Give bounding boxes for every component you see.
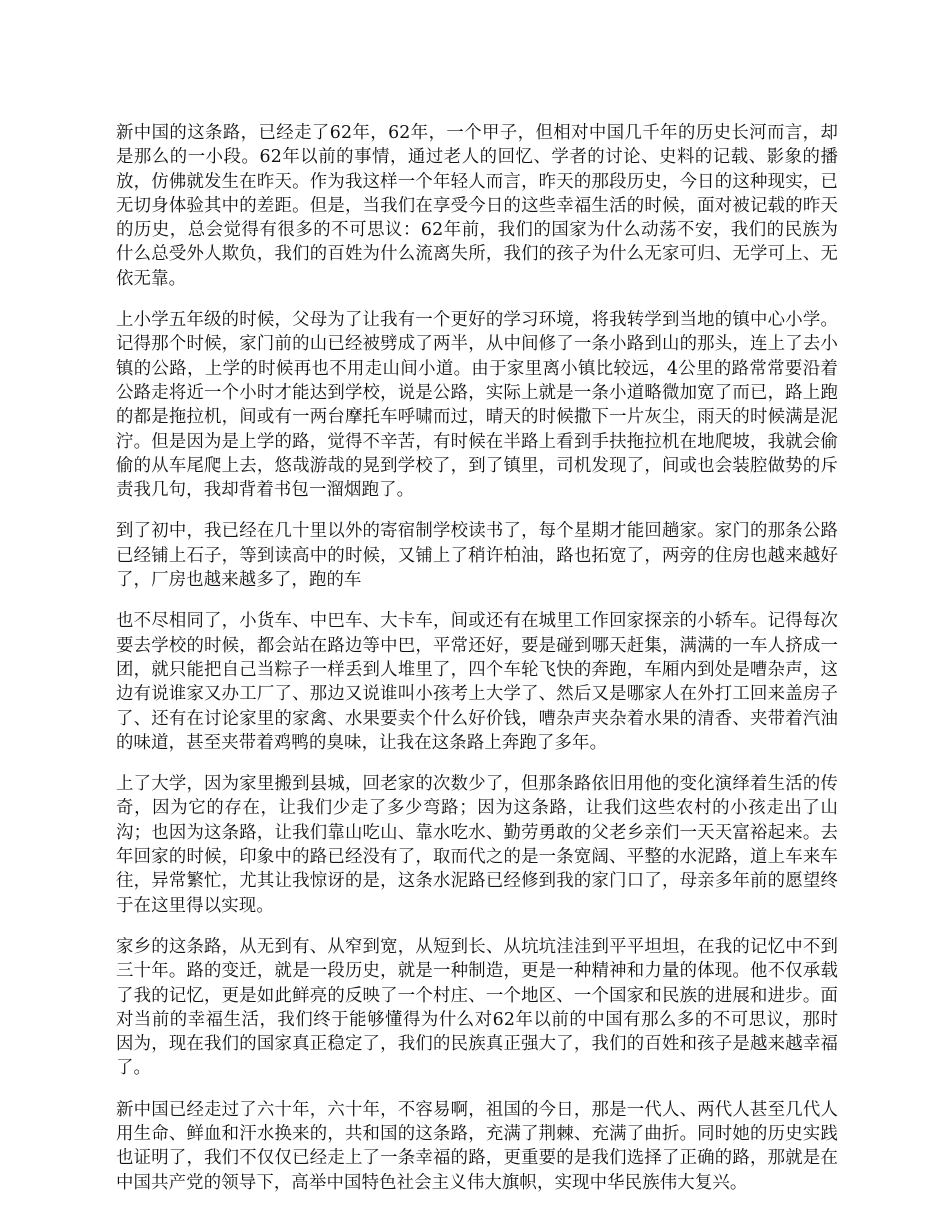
paragraph-5: 上了大学，因为家里搬到县城，回老家的次数少了，但那条路依旧用他的变化演绎着生活的传奇，因为它的存在，让我们少走了多少弯路；因为这条路，让我们这些农村的小孩走出了山沟；也因为这条路，让我们靠山吃山、靠水吃水、勤劳勇敢的父老乡亲们一天天富裕起来。去年回家的时候，印象中的路已经没有了，取而代之的是一条宽阔、平整的水泥路，道上车来车往，异常繁忙，尤其让我惊讶的是，这条水泥路已经修到我的家门口了，母亲多年前的愿望终于在这里得以实现。 [116,774,838,916]
paragraph-6: 家乡的这条路，从无到有、从窄到宽，从短到长、从坑坑洼洼到平平坦坦，在我的记忆中不到三十年。路的变迁，就是一段历史，就是一种制造，更是一种精神和力量的体现。他不仅承载了我的记忆，更是如此鲜亮的反映了一个村庄、一个地区、一个国家和民族的进展和进步。面对当前的幸福生活，我们终于能够懂得为什么对62年以前的中国有那么多的不可思议，那时因为，现在我们的国家真正稳定了，我们的民族真正强大了，我们的百姓和孩子是越来越幸福了。 [116,936,838,1079]
paragraph-3: 到了初中，我已经在几十里以外的寄宿制学校读书了，每个星期才能回趟家。家门的那条公路已经铺上石子，等到读高中的时候，又铺上了稍许柏油，路也拓宽了，两旁的住房也越来越好了，厂房也越来越多了，跑的车 [116,521,838,591]
paragraph-7: 新中国已经走过了六十年，六十年，不容易啊，祖国的今日，那是一代人、两代人甚至几代人用生命、鲜血和汗水换来的，共和国的这条路，充满了荆棘、充满了曲折。同时她的历史实践也证明了，我们不仅仅已经走上了一条幸福的路，更重要的是我们选择了正确的路，那就是在中国共产党的领导下，高举中国特色社会主义伟大旗帜，实现中华民族伟大复兴。 [116,1099,838,1193]
paragraph-4: 也不尽相同了，小货车、中巴车、大卡车，间或还有在城里工作回家探亲的小轿车。记得每次要去学校的时候，都会站在路边等中巴，平常还好，要是碰到哪天赶集，满满的一车人挤成一团，就只能把自己当粽子一样丢到人堆里了，四个车轮飞快的奔跑，车厢内到处是嘈杂声，这边有说谁家又办工厂了、那边又说谁叫小孩考上大学了、然后又是哪家人在外打工回来盖房子了、还有在讨论家里的家禽、水果要卖个什么好价钱，嘈杂声夹杂着水果的清香、夹带着汽油的味道，甚至夹带着鸡鸭的臭味，让我在这条路上奔跑了多年。 [116,611,838,753]
paragraph-1: 新中国的这条路，已经走了62年，62年，一个甲子，但相对中国几千年的历史长河而言，却是那么的一小段。62年以前的事情，通过老人的回忆、学者的讨论、史料的记载、影象的播放，仿佛就发生在昨天。作为我这样一个年轻人而言，昨天的那段历史，今日的这种现实，已无切身体验其中的差距。但是，当我们在享受今日的这些幸福生活的时候，面对被记载的昨天的历史，总会觉得有很多的不可思议：62年前，我们的国家为什么动荡不安，我们的民族为什么总受外人欺负，我们的百姓为什么流离失所，我们的孩子为什么无家可归、无学可上、无依无靠。 [116,123,838,289]
document-body [116,121,838,1212]
paragraph-2: 上小学五年级的时候，父母为了让我有一个更好的学习环境，将我转学到当地的镇中心小学。记得那个时候，家门前的山已经被劈成了两半，从中间修了一条小路到山的那头，连上了去小镇的公路，上学的时候再也不用走山间小道。由于家里离小镇比较远，4公里的路常常要沿着公路走将近一个小时才能达到学校，说是公路，实际上就是一条小道略微加宽了而已，路上跑的都是拖拉机，间或有一两台摩托车呼啸而过，晴天的时候撒下一片灰尘，雨天的时候满是泥泞。但是因为是上学的路，觉得不辛苦，有时候在半路上看到手扶拖拉机在地爬坡，我就会偷偷的从车尾爬上去，悠哉游哉的晃到学校了，到了镇里，司机发现了，间或也会装腔做势的斥责我几句，我却背着书包一溜烟跑了。 [116,310,838,501]
